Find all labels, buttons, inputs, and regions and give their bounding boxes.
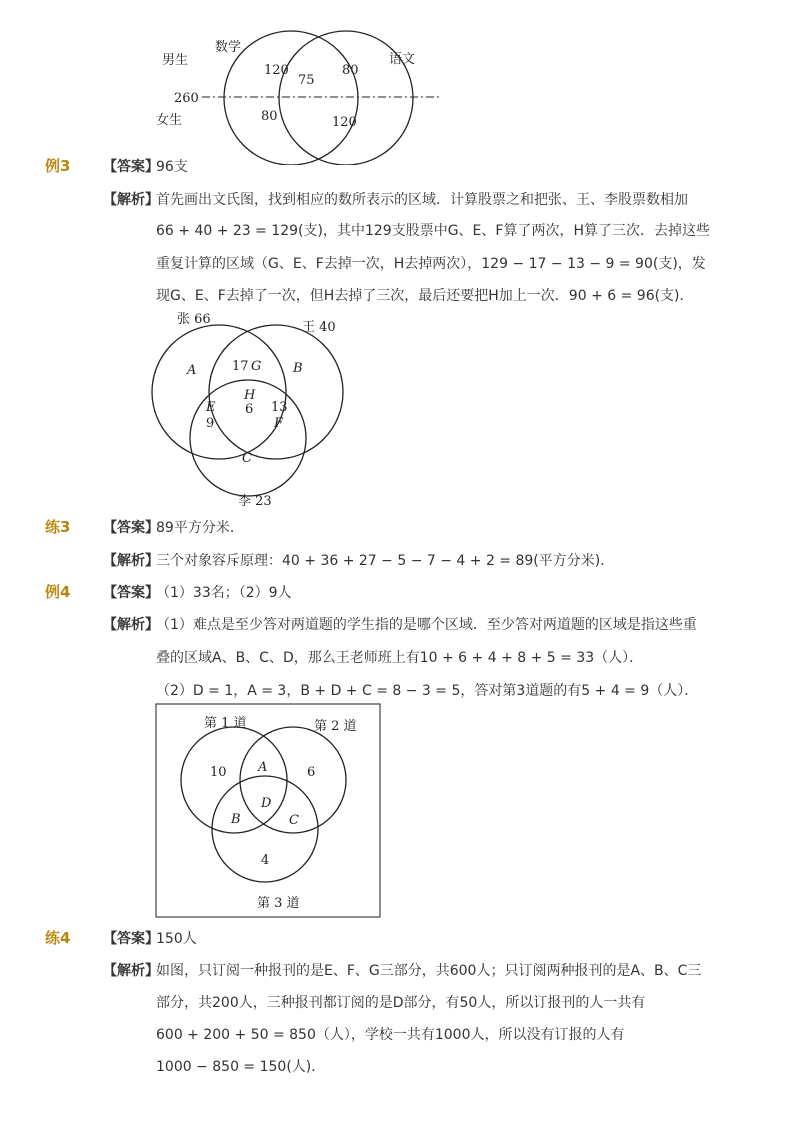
ex3-line-3: 重复计算的区域（G、E、F去掉一次，H去掉两次），129 − 17 − 13 − 9 = 90(支)，发 [156, 256, 706, 272]
ex3-analysis-label: 【解析】 [103, 192, 159, 208]
label-260: 260 [174, 91, 199, 106]
ex4-line-1: （1）难点是至少答对两道题的学生指的是哪个区域．至少答对两道题的区域是指这些重 [156, 617, 697, 633]
value-6: 6 [245, 402, 254, 417]
value-80-bottom: 80 [261, 109, 278, 124]
ex4-line-2: 叠的区域A、B、C、D，那么王老师班上有10 + 6 + 4 + 8 + 5 = 33（人）． [156, 650, 644, 666]
pr4-line-4: 1000 − 850 = 150(人)． [156, 1059, 326, 1075]
value-75: 75 [298, 73, 315, 88]
region-E: E [206, 400, 216, 415]
value-6: 6 [307, 765, 316, 780]
label-q2: 第 2 道 [314, 719, 357, 734]
ex4-analysis-label: 【解析】 [103, 617, 159, 633]
pr4-answer: 150人 [156, 931, 197, 947]
pr3-analysis-label: 【解析】 [103, 553, 159, 569]
ex3-tag: 例3 [45, 157, 71, 175]
label-li: 李 23 [238, 494, 272, 509]
label-zhang: 张 66 [177, 312, 211, 327]
value-120-top: 120 [264, 63, 289, 78]
pr3-line: 三个对象容斥原理：40 + 36 + 27 − 5 − 7 − 4 + 2 = 89(平方分米)． [156, 553, 615, 569]
label-girl: 女生 [156, 113, 183, 128]
venn-stocks [150, 308, 360, 510]
label-wang: 王 40 [302, 320, 336, 335]
value-4: 4 [261, 853, 270, 868]
pr3-answer: 89平方分米． [156, 520, 244, 536]
ex3-answer-label: 【答案】 [103, 159, 159, 175]
label-math: 数学 [215, 40, 242, 55]
region-B: B [231, 812, 241, 827]
value-13: 13 [271, 400, 288, 415]
ex4-tag: 例4 [45, 583, 71, 601]
pr4-line-3: 600 + 200 + 50 = 850（人），学校一共有1000人，所以没有订报的人有 [156, 1027, 625, 1043]
ex3-line-1: 首先画出文氏图，找到相应的数所表示的区域．计算股票之和把张、王、李股票数相加 [156, 192, 688, 208]
ex4-answer: （1）33名；（2）9人 [156, 585, 292, 601]
pr3-answer-label: 【答案】 [103, 520, 159, 536]
label-boy: 男生 [162, 53, 189, 68]
region-H: H [244, 388, 256, 403]
value-80-top: 80 [342, 63, 359, 78]
region-C: C [242, 451, 252, 466]
value-10: 10 [210, 765, 227, 780]
ex3-line-2: 66 + 40 + 23 = 129(支)，其中129支股票中G、E、F算了两次，H算了三次．去掉这些 [156, 223, 710, 239]
ex4-answer-label: 【答案】 [103, 585, 159, 601]
value-9: 9 [206, 416, 215, 431]
region-G: G [251, 359, 262, 374]
pr4-analysis-label: 【解析】 [103, 963, 159, 979]
pr4-answer-label: 【答案】 [103, 931, 159, 947]
venn-questions [155, 703, 382, 919]
venn-math-chinese [150, 30, 450, 165]
region-F: F [274, 416, 284, 431]
label-q1: 第 1 道 [204, 716, 247, 731]
pr4-line-2: 部分，共200人，三种报刊都订阅的是D部分，有50人，所以订报刊的人一共有 [156, 995, 646, 1011]
ex4-line-3: （2）D = 1，A = 3，B + D + C = 8 − 3 = 5，答对第3道题的有5 + 4 = 9（人）． [156, 683, 699, 699]
region-C: C [289, 813, 299, 828]
label-q3: 第 3 道 [257, 896, 300, 911]
value-120-bottom: 120 [332, 115, 357, 130]
ex3-line-4: 现G、E、F去掉了一次，但H去掉了三次，最后还要把H加上一次．90 + 6 = 96(支)． [156, 288, 694, 304]
region-A: A [187, 363, 197, 378]
region-A: A [258, 760, 268, 775]
pr4-line-1: 如图，只订阅一种报刊的是E、F、G三部分，共600人；只订阅两种报刊的是A、B、C三 [156, 963, 702, 979]
value-17: 17 [232, 359, 249, 374]
pr4-tag: 练4 [45, 929, 71, 947]
label-chinese: 语文 [389, 52, 416, 67]
pr3-tag: 练3 [45, 518, 71, 536]
region-D: D [261, 796, 272, 811]
region-B: B [293, 361, 303, 376]
ex3-answer: 96支 [156, 159, 188, 175]
